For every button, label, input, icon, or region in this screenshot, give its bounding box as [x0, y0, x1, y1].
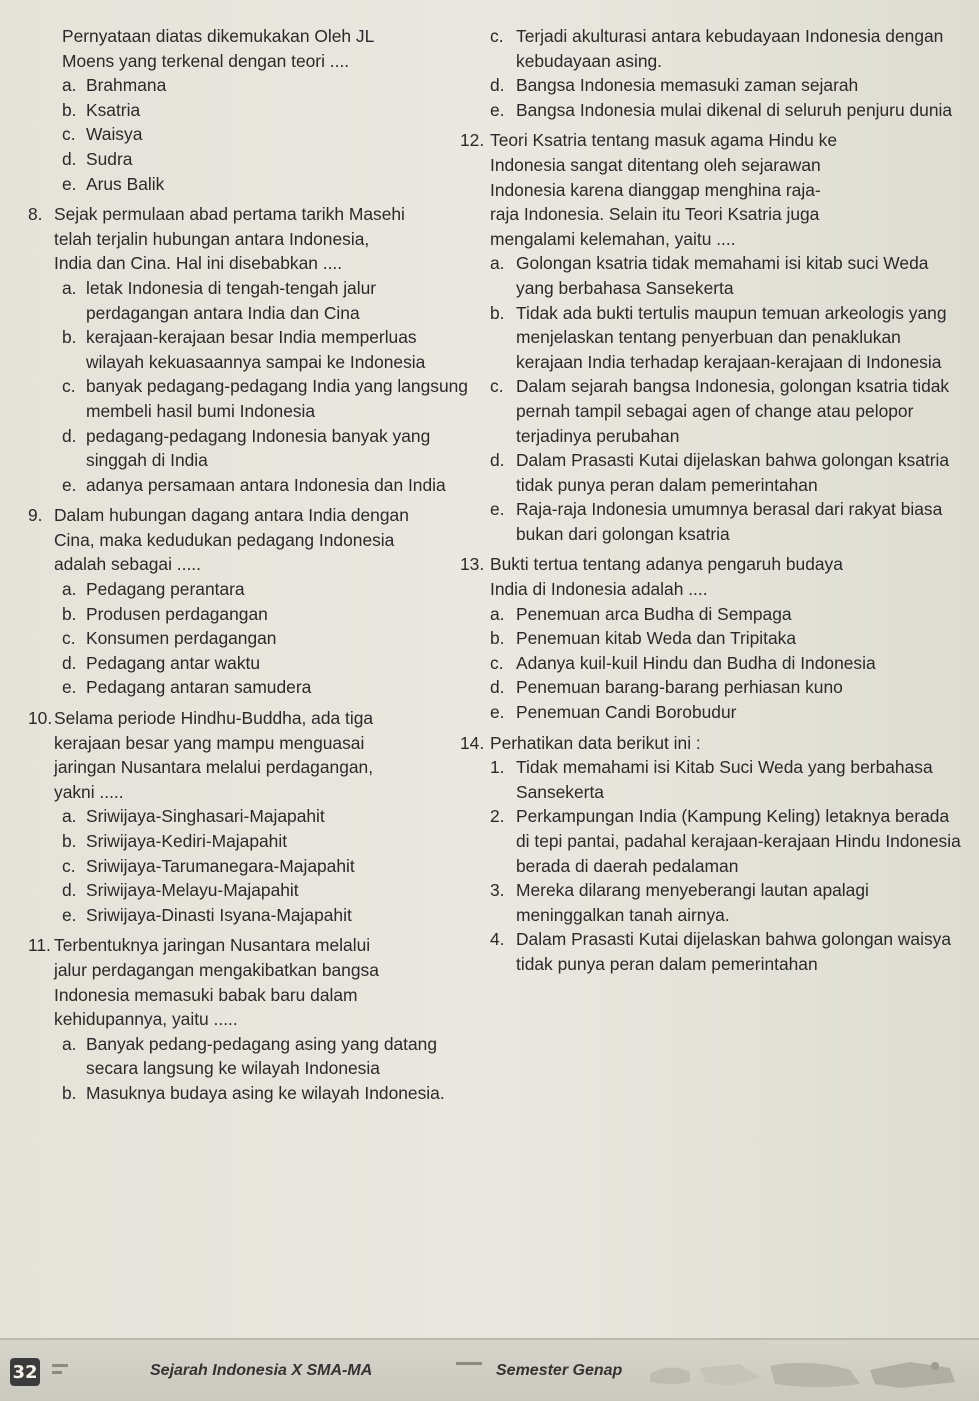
- q13-option-e: e. Penemuan Candi Borobudur: [490, 702, 737, 723]
- question-10: [28, 706, 468, 804]
- stem-line: India di Indonesia adalah ....: [490, 579, 708, 600]
- q13-option-d: d. Penemuan barang-barang perhiasan kuno: [490, 677, 843, 698]
- q8-option-d: d. pedagang-pedagang Indonesia banyak yang singgah di India: [62, 425, 431, 471]
- q9-option-c: c. Konsumen perdagangan: [62, 628, 277, 649]
- q11-option-c: c. Terjadi akulturasi antara kebudayaan Indonesia dengan kebudayaan asing.: [490, 26, 944, 71]
- footer-rule: [52, 1371, 62, 1374]
- stem-line: Dalam hubungan dagang antara India dengan: [54, 505, 409, 526]
- q11-option-b: b. Masuknya budaya asing ke wilayah Indonesia.: [62, 1082, 445, 1103]
- question-8: [28, 202, 468, 276]
- page-footer: [0, 1338, 979, 1401]
- q12-option-d: d. Dalam Prasasti Kutai dijelaskan bahwa golongan ksatria tidak punya peran dalam pemerintahan: [490, 450, 950, 495]
- q12-option-b: b. Tidak ada bukti tertulis maupun temuan arkeologis yang menjelaskan tentang penyerbuan dan penaklukan kerajaan India terhadap kerajaan-kerajaan di Indonesia: [490, 302, 947, 372]
- stem-line: adalah sebagai .....: [54, 554, 201, 575]
- question-14: [460, 731, 965, 756]
- q10-option-e: e. Sriwijaya-Dinasti Isyana-Majapahit: [62, 904, 352, 925]
- q12-option-c: c. Dalam sejarah bangsa Indonesia, golongan ksatria tidak pernah tampil sebagai agen of change atau pelopor terjadinya perubahan: [490, 376, 950, 446]
- q10-option-a: a. Sriwijaya-Singhasari-Majapahit: [62, 806, 325, 827]
- stem-line: Moens yang terkenal dengan teori ....: [62, 50, 350, 71]
- q14-item-4: 4. Dalam Prasasti Kutai dijelaskan bahwa golongan waisya tidak punya peran dalam pemerintahan: [490, 929, 952, 974]
- stem-line: kerajaan besar yang mampu menguasai: [54, 732, 365, 753]
- footer-rule: [52, 1364, 68, 1367]
- stem-line: Bukti tertua tentang adanya pengaruh budaya: [490, 554, 843, 575]
- stem-line: Sejak permulaan abad pertama tarikh Masehi: [54, 204, 405, 225]
- q14-item-1: 1. Tidak memahami isi Kitab Suci Weda yang berbahasa Sansekerta: [490, 757, 933, 802]
- q11-option-a: a. Banyak pedang-pedagang asing yang datang secara langsung ke wilayah Indonesia: [62, 1033, 438, 1079]
- q9-option-d: d. Pedagang antar waktu: [62, 652, 261, 673]
- stem-line: kehidupannya, yaitu .....: [54, 1009, 238, 1030]
- stem-line: jalur perdagangan mengakibatkan bangsa: [54, 959, 379, 980]
- q7-option-a: a. Brahmana: [62, 75, 167, 96]
- stem-line: telah terjalin hubungan antara Indonesia,: [54, 228, 370, 249]
- q11-option-d: d. Bangsa Indonesia memasuki zaman sejarah: [490, 75, 859, 96]
- q14-item-3: 3. Mereka dilarang menyeberangi lautan apalagi meninggalkan tanah airnya.: [490, 880, 869, 925]
- q14-item-2: 2. Perkampungan India (Kampung Keling) letaknya berada di tepi pantai, padahal kerajaan-kerajaan Hindu Indonesia berada di daerah pedalaman: [490, 806, 961, 876]
- q13-option-b: b. Penemuan kitab Weda dan Tripitaka: [490, 628, 797, 649]
- stem-line: Indonesia memasuki babak baru dalam: [54, 984, 358, 1005]
- q8-option-c: c. banyak pedagang-pedagang India yang langsung membeli hasil bumi Indonesia: [62, 376, 468, 421]
- q9-option-e: e. Pedagang antaran samudera: [62, 677, 312, 698]
- q7-option-d: d. Sudra: [62, 148, 133, 169]
- stem-line: Cina, maka kedudukan pedagang Indonesia: [54, 529, 395, 550]
- q12-option-e: e. Raja-raja Indonesia umumnya berasal dari rakyat biasa bukan dari golongan ksatria: [490, 499, 943, 544]
- stem-line: jaringan Nusantara melalui perdagangan,: [54, 757, 374, 778]
- stem-line: Indonesia karena dianggap menghina raja-: [490, 179, 821, 200]
- stem-line: Terbentuknya jaringan Nusantara melalui: [54, 935, 371, 956]
- stem-line: Perhatikan data berikut ini :: [490, 732, 701, 753]
- stem-line: yakni .....: [54, 781, 124, 802]
- q7-option-b: b. Ksatria: [62, 99, 141, 120]
- footer-rule: [456, 1362, 482, 1365]
- q10-option-b: b. Sriwijaya-Kediri-Majapahit: [62, 831, 288, 851]
- question-number: 14.: [460, 732, 485, 753]
- q12-option-a: a. Golongan ksatria tidak memahami isi kitab suci Weda yang berbahasa Sansekerta: [490, 253, 929, 298]
- left-column: [28, 24, 468, 1106]
- q11-option-e: e. Bangsa Indonesia mulai dikenal di seluruh penjuru dunia: [490, 99, 953, 120]
- question-number: 10.: [28, 708, 53, 729]
- stem-line: Teori Ksatria tentang masuk agama Hindu ke: [490, 130, 838, 151]
- footer-decoration-icon: [650, 1356, 960, 1392]
- stem-line: mengalami kelemahan, yaitu ....: [490, 228, 736, 249]
- q10-option-d: d. Sriwijaya-Melayu-Majapahit: [62, 880, 299, 901]
- semester-label: Semester Genap: [496, 1362, 623, 1379]
- q13-option-c: c. Adanya kuil-kuil Hindu dan Budha di Indonesia: [490, 652, 876, 673]
- q10-option-c: c. Sriwijaya-Tarumanegara-Majapahit: [62, 855, 355, 876]
- q9-option-b: b. Produsen perdagangan: [62, 603, 268, 624]
- stem-line: Pernyataan diatas dikemukakan Oleh JL: [62, 26, 375, 46]
- question-number: 11.: [28, 935, 51, 956]
- question-12: [460, 128, 965, 251]
- q7-stem: [28, 24, 468, 73]
- question-13: [460, 552, 965, 601]
- question-number: 13.: [460, 554, 485, 575]
- stem-line: India dan Cina. Hal ini disebabkan ....: [54, 253, 343, 274]
- stem-line: raja Indonesia. Selain itu Teori Ksatria juga: [490, 204, 820, 225]
- q9-option-a: a. Pedagang perantara: [62, 579, 245, 600]
- stem-line: Indonesia sangat ditentang oleh sejarawan: [490, 154, 821, 175]
- q8-option-e: e. adanya persamaan antara Indonesia dan India: [62, 474, 446, 495]
- question-number: 8.: [28, 204, 43, 225]
- question-11: [28, 933, 468, 1031]
- q7-option-c: c. Waisya: [62, 124, 143, 145]
- question-number: 12.: [460, 130, 485, 151]
- question-9: [28, 503, 468, 577]
- q7-option-e: e. Arus Balik: [62, 173, 165, 194]
- page-number: 32: [10, 1358, 40, 1386]
- q13-option-a: a. Penemuan arca Budha di Sempaga: [490, 603, 792, 624]
- q8-option-a: a. letak Indonesia di tengah-tengah jalur perdagangan antara India dan Cina: [62, 277, 377, 323]
- right-column: [460, 24, 965, 977]
- question-number: 9.: [28, 505, 43, 526]
- book-title: Sejarah Indonesia X SMA-MA: [150, 1362, 373, 1379]
- stem-line: Selama periode Hindhu-Buddha, ada tiga: [54, 708, 374, 729]
- q8-option-b: b. kerajaan-kerajaan besar India memperluas wilayah kekuasaannya sampai ke Indonesia: [62, 327, 426, 372]
